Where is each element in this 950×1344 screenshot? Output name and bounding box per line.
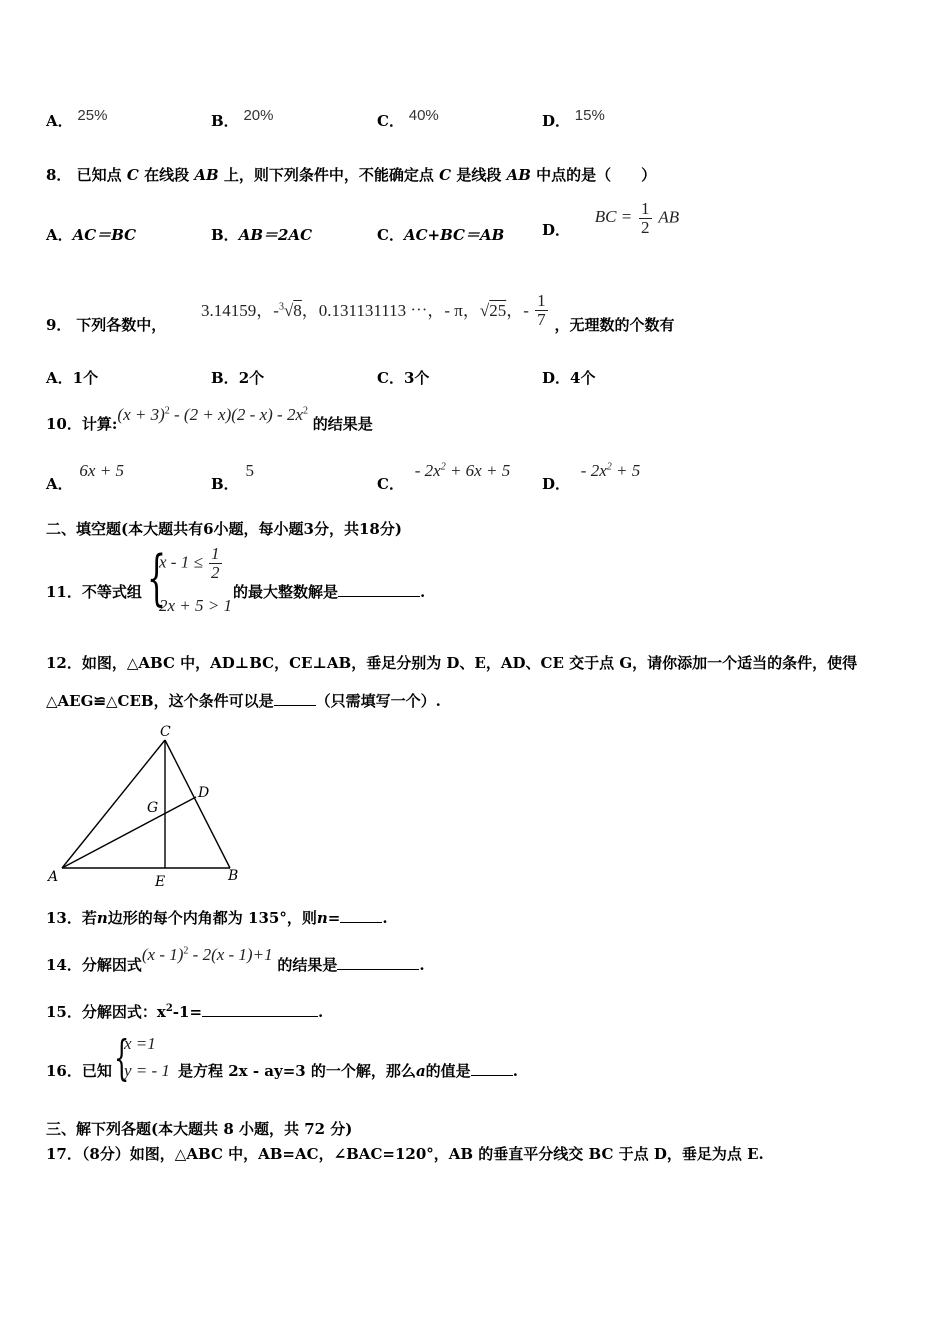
q16-intro: 16．已知 bbox=[46, 1062, 112, 1080]
answer-blank[interactable] bbox=[274, 691, 316, 706]
option-label: B． bbox=[211, 226, 239, 244]
stem-text: 在线段 bbox=[144, 166, 190, 184]
stem-text: 下列各数中， bbox=[76, 316, 167, 335]
q7-option-a bbox=[46, 107, 108, 131]
option-value: 40% bbox=[408, 107, 439, 124]
q8-option-b bbox=[211, 224, 312, 245]
option-label: A． bbox=[46, 112, 73, 130]
equation-1: x =1 bbox=[124, 1034, 156, 1053]
stem-text: ，无理数的个数有 bbox=[554, 316, 675, 335]
option-value: AC+BC＝AB bbox=[403, 226, 505, 244]
label-b: B bbox=[228, 868, 239, 884]
inequality-2: 2x + 5 > 1 bbox=[159, 596, 232, 615]
q8-stem bbox=[46, 164, 656, 185]
option-value: 15% bbox=[574, 107, 605, 124]
var-ab: AB bbox=[194, 166, 219, 184]
q12-line2: △AEG≌△CEB，这个条件可以是 （只需填写一个）. bbox=[46, 692, 441, 710]
question-number: 8． bbox=[46, 166, 72, 184]
label-g: G bbox=[147, 800, 159, 816]
root-index: 3 bbox=[278, 301, 284, 313]
q7-option-d bbox=[542, 107, 605, 131]
q10-option-b: B． 5 bbox=[211, 461, 254, 493]
label-a: A bbox=[48, 869, 59, 885]
q15: 15．分解因式：$x^2-1=$ . bbox=[46, 1003, 324, 1021]
answer-blank[interactable] bbox=[340, 908, 382, 923]
q7-option-b bbox=[211, 107, 274, 131]
q14: 14．分解因式(x - 1)$^2$ - 2(x - 1)+1 的结果是 . bbox=[46, 945, 425, 974]
option-value: AB＝2AC bbox=[238, 226, 313, 244]
option-label: A． bbox=[46, 226, 73, 244]
var-c: C bbox=[126, 166, 139, 184]
math-rhs: AB bbox=[658, 207, 680, 227]
math-lhs: BC = bbox=[594, 207, 633, 227]
section-3-title: 三、解下列各题(本大题共 8 小题，共 72 分) bbox=[46, 1120, 353, 1138]
option-value: 25% bbox=[77, 107, 108, 124]
q10-option-d: D． - $2x^2 + 5$ bbox=[542, 461, 641, 493]
q8-option-a bbox=[46, 224, 136, 245]
left-brace-icon: { bbox=[147, 543, 167, 613]
q11-number: 11．不等式组 bbox=[46, 583, 142, 601]
q11-tail: 的最大整数解是 . bbox=[233, 583, 426, 601]
q10-option-a: A． 6x + 5 bbox=[46, 461, 124, 493]
stem-text: 中点的是（ ） bbox=[536, 166, 657, 184]
q9-option-c: C．3个 bbox=[377, 369, 430, 387]
q8-option-d bbox=[542, 199, 680, 240]
answer-blank[interactable] bbox=[337, 955, 419, 970]
q9-stem bbox=[46, 282, 675, 335]
question-number: 9． bbox=[46, 316, 72, 335]
question-number: 10．计算: bbox=[46, 415, 118, 433]
fraction: $\frac{1}{7}$ bbox=[537, 291, 546, 329]
label-e: E bbox=[155, 874, 166, 890]
option-label: D． bbox=[542, 112, 571, 130]
label-c: C bbox=[160, 724, 171, 740]
q9-option-d: D．4个 bbox=[542, 369, 596, 387]
option-value: 20% bbox=[243, 107, 274, 124]
number-list: 3.14159，-$^3$√8，0.131131113 ⋯，- π，√25，- bbox=[201, 301, 529, 321]
option-label: B． bbox=[211, 112, 239, 130]
inequality-1: x - 1 ≤ $\frac{1}{2}$ bbox=[159, 544, 220, 582]
answer-blank[interactable] bbox=[202, 1002, 318, 1017]
expression: (x - 1)$^2$ - 2(x - 1)+1 bbox=[141, 945, 273, 964]
answer-blank[interactable] bbox=[338, 582, 420, 597]
option-label: C． bbox=[377, 226, 404, 244]
left-brace-icon: { bbox=[114, 1030, 130, 1086]
option-label: C． bbox=[377, 112, 404, 130]
q9-option-b: B．2个 bbox=[211, 369, 265, 387]
var-ab: AB bbox=[506, 166, 531, 184]
q10-option-c: C． - $2x^2 + 6x + 5$ bbox=[377, 461, 511, 493]
stem-text: 的结果是 bbox=[312, 415, 373, 433]
answer-blank[interactable] bbox=[471, 1061, 513, 1076]
option-value: AC＝BC bbox=[72, 226, 137, 244]
fraction: $\frac{1}{2}$ bbox=[641, 199, 650, 237]
q8-option-c bbox=[377, 224, 504, 245]
stem-text: 是线段 bbox=[456, 166, 502, 184]
var-c: C bbox=[439, 166, 452, 184]
q10-stem bbox=[46, 404, 373, 433]
q16-tail: 是方程 2x - ay=3 的一个解，那么a的值是 . bbox=[178, 1062, 518, 1080]
q13: 13．若n边形的每个内角都为 135°，则n= . bbox=[46, 909, 388, 927]
equation-2: y = - 1 bbox=[124, 1061, 170, 1080]
label-d: D bbox=[198, 785, 210, 801]
q7-option-c bbox=[377, 107, 439, 131]
stem-text: 上，则下列条件中，不能确定点 bbox=[223, 166, 434, 184]
q9-option-a: A．1个 bbox=[46, 369, 99, 387]
section-2-title: 二、填空题(本大题共有6小题，每小题3分，共18分) bbox=[46, 520, 402, 538]
q12-line1: 12．如图，△ABC 中，AD⊥BC，CE⊥AB，垂足分别为 D、E，AD、CE 交于点 G，请你添加一个适当的条件，使得 bbox=[46, 654, 858, 672]
stem-text: 已知点 bbox=[76, 166, 122, 184]
side-cb bbox=[165, 740, 230, 868]
expression: $(x + 3)^2 - (2 + x)(2 - x) - 2x^2$ bbox=[117, 405, 309, 424]
triangle-figure bbox=[40, 720, 260, 890]
option-label: D． bbox=[542, 221, 571, 240]
altitude-ad bbox=[62, 797, 196, 868]
q17: 17．（8分）如图，△ABC 中，AB=AC，∠BAC=120°，AB 的垂直平分线交 BC 于点 D，垂足为点 E. bbox=[46, 1145, 764, 1163]
